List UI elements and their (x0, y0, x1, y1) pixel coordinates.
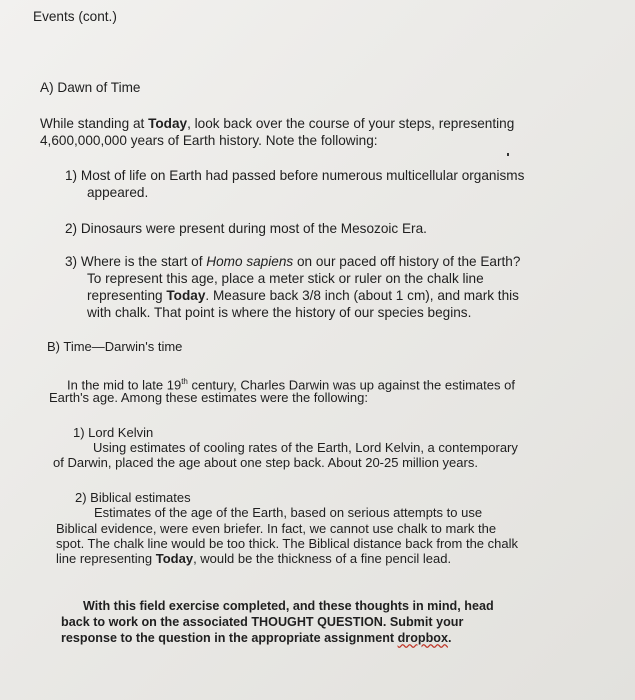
section-b-intro-line1: In the mid to late 19th century, Charles Darwin was up against the estimates of (67, 377, 515, 393)
dropbox-link[interactable]: dropbox (397, 631, 448, 645)
item-2: 2) Dinosaurs were present during most of the Mesozoic Era. (65, 221, 427, 236)
item-3-line1: 3) Where is the start of Homo sapiens on our paced off history of the Earth? (65, 254, 521, 269)
closing-line1: With this field exercise completed, and these thoughts in mind, head (83, 599, 494, 613)
kelvin-title: 1) Lord Kelvin (73, 425, 154, 440)
item-3-line3: representing Today. Measure back 3/8 inch (about 1 cm), and mark this (87, 288, 519, 303)
biblical-line1: Estimates of the age of the Earth, based on serious attempts to use (94, 505, 483, 520)
kelvin-line2: of Darwin, placed the age about one step back. About 20-25 million years. (53, 455, 478, 470)
closing-line2: back to work on the associated THOUGHT QUESTION. Submit your (61, 615, 464, 629)
section-b-intro-line2: Earth's age. Among these estimates were the following: (49, 390, 368, 405)
biblical-line2: Biblical evidence, were even briefer. In fact, we cannot use chalk to mark the (56, 521, 497, 536)
section-a-heading: A) Dawn of Time (40, 80, 141, 95)
stray-mark (507, 153, 509, 156)
item-3-line4: with chalk. That point is where the history of our species begins. (87, 305, 472, 320)
page-title: Events (cont.) (33, 9, 117, 24)
biblical-line4: line representing Today, would be the thickness of a fine pencil lead. (56, 551, 452, 566)
biblical-line3: spot. The chalk line would be too thick. The Biblical distance back from the chalk (56, 536, 518, 551)
section-a-intro-line2: 4,600,000,000 years of Earth history. Note the following: (40, 133, 378, 148)
section-a-intro-line1: While standing at Today, look back over the course of your steps, representing (40, 116, 515, 131)
item-3-line2: To represent this age, place a meter stick or ruler on the chalk line (87, 271, 484, 286)
kelvin-line1: Using estimates of cooling rates of the Earth, Lord Kelvin, a contemporary (93, 440, 518, 455)
item-1-line1: 1) Most of life on Earth had passed before numerous multicellular organisms (65, 168, 525, 183)
section-b-heading: B) Time—Darwin's time (47, 339, 183, 354)
closing-line3: response to the question in the appropriate assignment dropbox. (61, 631, 452, 645)
biblical-title: 2) Biblical estimates (75, 490, 191, 505)
item-1-line2: appeared. (87, 185, 149, 200)
